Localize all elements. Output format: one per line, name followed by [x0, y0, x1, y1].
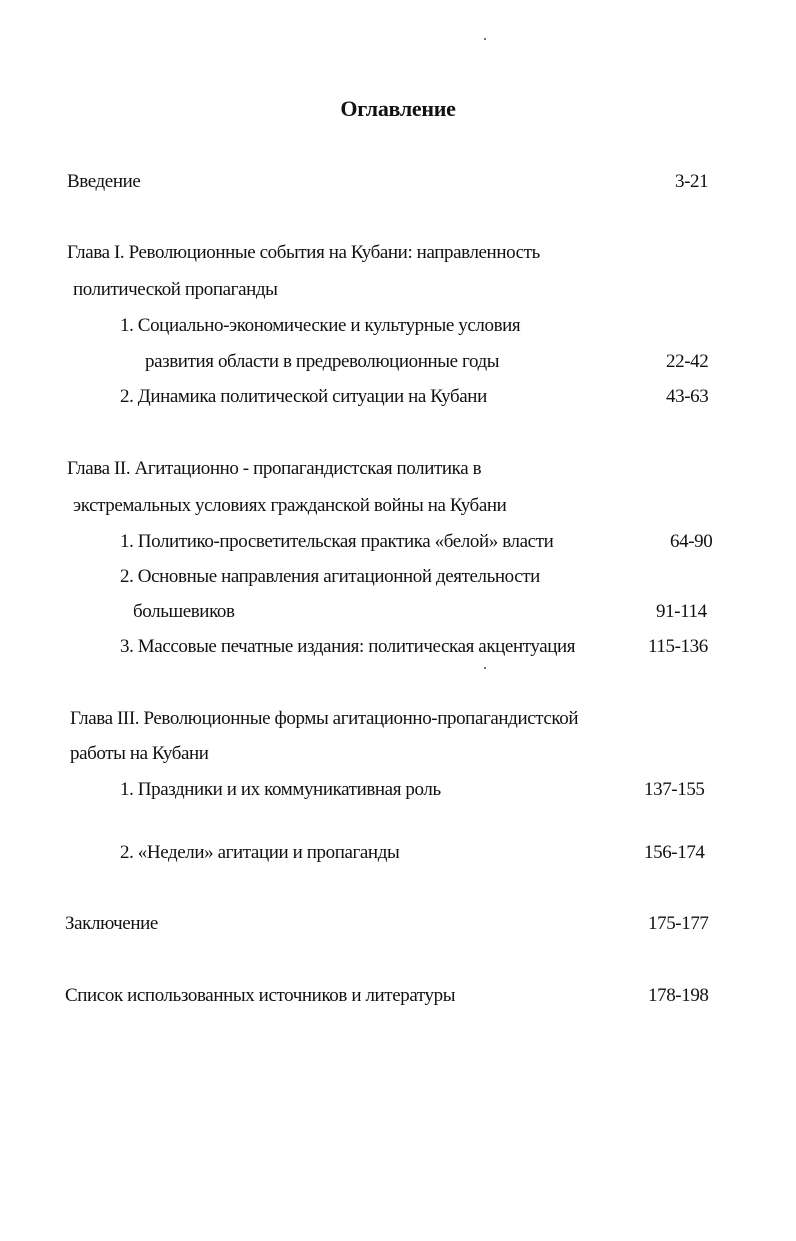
- chapter-3-section-2: 2. «Недели» агитации и пропаганды: [120, 842, 400, 863]
- toc-intro-pages: 3-21: [675, 171, 709, 192]
- chapter-1-section-2-pages: 43-63: [666, 386, 709, 407]
- chapter-3-title: Глава III. Революционные формы агитационно-пропагандистской: [70, 708, 579, 729]
- chapter-3-section-1-pages: 137-155: [644, 779, 705, 800]
- chapter-2-section-2: 2. Основные направления агитационной деятельности: [120, 566, 540, 587]
- chapter-2-section-3: 3. Массовые печатные издания: политическая акцентуация: [120, 636, 576, 657]
- toc-sources-label: Список использованных источников и литературы: [65, 985, 456, 1006]
- chapter-1-section-1: 1. Социально-экономические и культурные условия: [120, 315, 521, 336]
- chapter-3-title-cont: работы на Кубани: [70, 743, 209, 764]
- toc-conclusion-label: Заключение: [65, 913, 158, 934]
- chapter-2-section-3-pages: 115-136: [648, 636, 708, 657]
- chapter-1-title: Глава I. Революционные события на Кубани: направленность: [67, 242, 540, 263]
- chapter-2-section-1: 1. Политико-просветительская практика «белой» власти: [120, 531, 554, 552]
- chapter-1-title-cont: политической пропаганды: [73, 279, 278, 300]
- toc-intro-label: Введение: [67, 171, 141, 192]
- chapter-2-title-cont: экстремальных условиях гражданской войны на Кубани: [73, 495, 507, 516]
- toc-conclusion-pages: 175-177: [648, 913, 709, 934]
- scan-speck: [484, 667, 486, 669]
- chapter-2-title: Глава II. Агитационно - пропагандистская политика в: [67, 458, 482, 479]
- chapter-1-section-1-cont: развития области в предреволюционные годы: [145, 351, 500, 372]
- chapter-1-section-1-pages: 22-42: [666, 351, 709, 372]
- toc-sources-pages: 178-198: [648, 985, 709, 1006]
- chapter-3-section-1: 1. Праздники и их коммуникативная роль: [120, 779, 441, 800]
- page-title: Оглавление: [340, 96, 456, 121]
- chapter-1-section-2: 2. Динамика политической ситуации на Кубани: [120, 386, 487, 407]
- chapter-2-section-1-pages: 64-90: [670, 531, 713, 552]
- chapter-2-section-2-cont: большевиков: [133, 601, 235, 622]
- chapter-3-section-2-pages: 156-174: [644, 842, 705, 863]
- scan-speck: [484, 38, 486, 40]
- chapter-2-section-2-pages: 91-114: [656, 601, 707, 622]
